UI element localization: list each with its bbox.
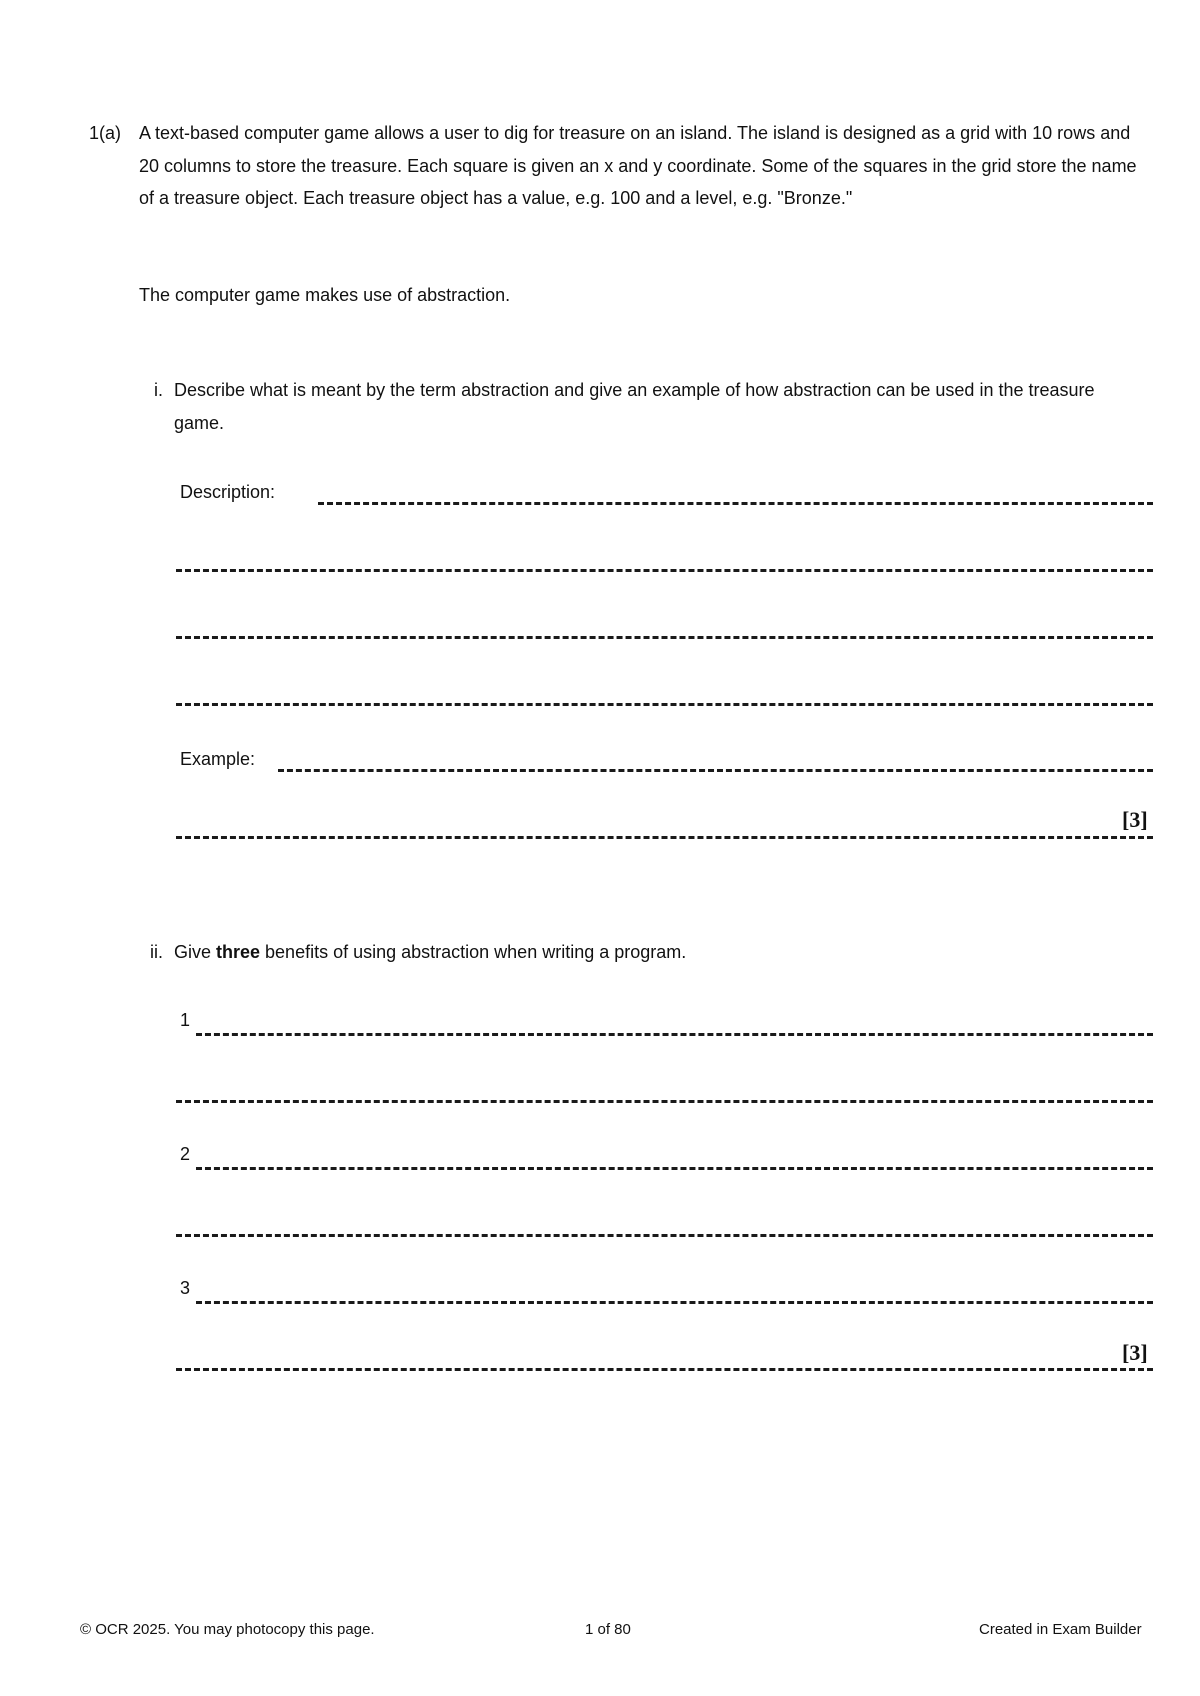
answer-line[interactable] (196, 1167, 1153, 1170)
answer-line[interactable] (176, 703, 1153, 706)
example-label: Example: (180, 749, 256, 769)
part-ii-text-bold: three (216, 942, 261, 962)
part-i-text: Describe what is meant by the term abstraction and give an example of how abstraction can be used in the treasure game. (174, 380, 1095, 433)
answer-line[interactable] (176, 1234, 1153, 1237)
answer-line[interactable] (176, 1368, 1153, 1371)
part-ii-text (174, 936, 1144, 969)
part-ii-text-before: Give (174, 942, 217, 962)
marks-part-i: [3] (1122, 807, 1148, 832)
answer-line[interactable] (196, 1301, 1153, 1304)
answer-line[interactable] (278, 769, 1153, 772)
part-ii-text-after: benefits of using abstraction when writing a program. (260, 942, 687, 962)
question-stem: A text-based computer game allows a user to dig for treasure on an island. The island is designed as a grid with 10 rows and 20 columns to store the treasure. Each square is given an x and y coordinate. Some of the squares in the grid store the name of a treasure object. Each treasure object has a value, e.g. 100 and a level, e.g. "Bronze." (139, 123, 1137, 208)
line-label-3: 3 (180, 1278, 191, 1298)
footer-page-number: 1 of 80 (585, 1621, 631, 1638)
answer-line[interactable] (196, 1033, 1153, 1036)
marks-part-ii: [3] (1122, 1340, 1148, 1365)
answer-line[interactable] (176, 1100, 1153, 1103)
line-label-2: 2 (180, 1144, 191, 1164)
line-label-1: 1 (180, 1010, 191, 1030)
answer-line[interactable] (176, 636, 1153, 639)
part-ii-numeral: ii. (150, 942, 163, 962)
answer-line[interactable] (176, 569, 1153, 572)
part-i-numeral: i. (154, 380, 163, 400)
question-number: 1(a) (89, 123, 122, 143)
footer-copyright: © OCR 2025. You may photocopy this page. (80, 1621, 375, 1638)
footer-created: Created in Exam Builder (979, 1621, 1142, 1638)
answer-line[interactable] (318, 502, 1153, 505)
question-intro: The computer game makes use of abstraction. (139, 285, 511, 305)
answer-line[interactable] (176, 836, 1153, 839)
description-label: Description: (180, 482, 276, 502)
